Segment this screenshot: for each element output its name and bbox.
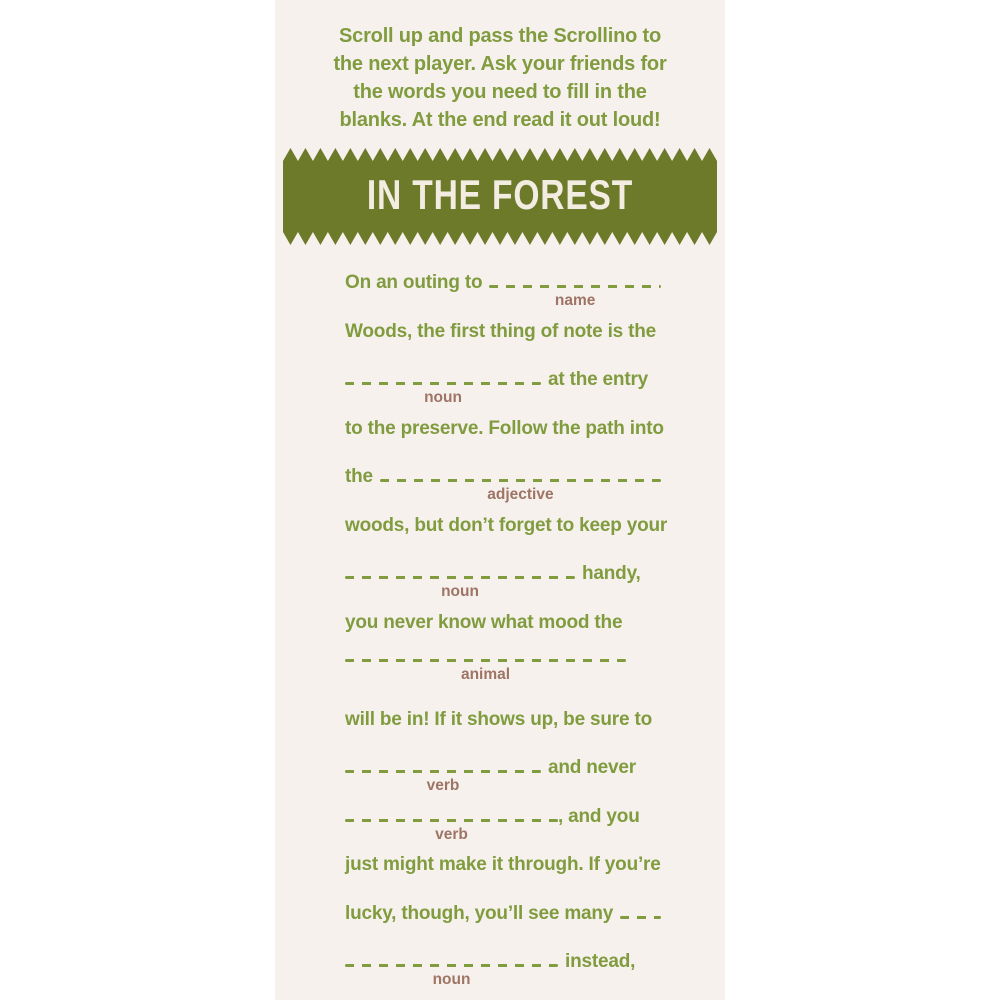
- story-line: [345, 368, 661, 406]
- story-line: [345, 902, 661, 926]
- story-line: [345, 756, 661, 794]
- story-text: lucky, though, you’ll see many: [345, 902, 614, 924]
- story-line: [345, 320, 661, 344]
- blank-label: noun: [441, 583, 479, 600]
- fill-in-blank: [620, 916, 661, 919]
- scrollino-strip: [275, 0, 725, 1000]
- story-text: and never: [548, 757, 636, 778]
- story-line: [345, 514, 668, 538]
- fill-in-blank: [345, 382, 541, 406]
- instruction-line: blanks. At the end read it out loud!: [339, 109, 661, 131]
- story-line: [345, 708, 661, 732]
- story-line: [345, 465, 661, 503]
- story-line: [345, 611, 661, 635]
- story-text: to the preserve. Follow the path into: [345, 417, 664, 439]
- fill-in-blank: [345, 819, 558, 843]
- story-line: [345, 853, 661, 877]
- story-text: just might make it through. If you’re: [345, 854, 661, 875]
- blank-label: name: [554, 292, 596, 309]
- fill-in-blank: [489, 285, 661, 309]
- instruction-line: the next player. Ask your friends for: [333, 53, 667, 75]
- story-text: the: [345, 466, 373, 487]
- fill-in-blank: [345, 659, 626, 683]
- blank-label: verb: [435, 825, 468, 843]
- page-title: IN THE FOREST: [366, 170, 634, 218]
- story-text: at the entry: [548, 369, 649, 390]
- blank-label: noun: [432, 971, 471, 988]
- story-line: [345, 417, 664, 441]
- instruction-line: Scroll up and pass the Scrollino to: [339, 25, 661, 47]
- blank-label: animal: [460, 666, 511, 683]
- story-text: Woods, the first thing of note is the: [345, 320, 657, 342]
- fill-in-blank: [380, 479, 661, 503]
- story-line: [345, 271, 661, 309]
- story-text: will be in! If it shows up, be sure to: [345, 708, 652, 730]
- story-text: woods, but don’t forget to keep your: [345, 514, 668, 536]
- fill-in-blank: [345, 576, 575, 600]
- story-line: [345, 659, 661, 683]
- fill-in-blank: [345, 964, 558, 988]
- story-text: handy,: [582, 563, 641, 584]
- blank-label: adjective: [487, 486, 554, 503]
- story-text: On an outing to: [345, 272, 483, 293]
- blank-label: noun: [424, 389, 462, 406]
- blank-label: verb: [426, 777, 460, 794]
- story-line: [345, 562, 661, 600]
- story-text: you never know what mood the: [345, 611, 623, 633]
- story-text: , and you: [558, 805, 640, 827]
- instruction-line: the words you need to fill in the: [353, 81, 647, 103]
- story-text: instead,: [565, 951, 636, 972]
- fill-in-blank: [345, 770, 541, 794]
- story-line: [345, 805, 661, 843]
- story: [345, 0, 668, 1000]
- story-line: [345, 950, 661, 988]
